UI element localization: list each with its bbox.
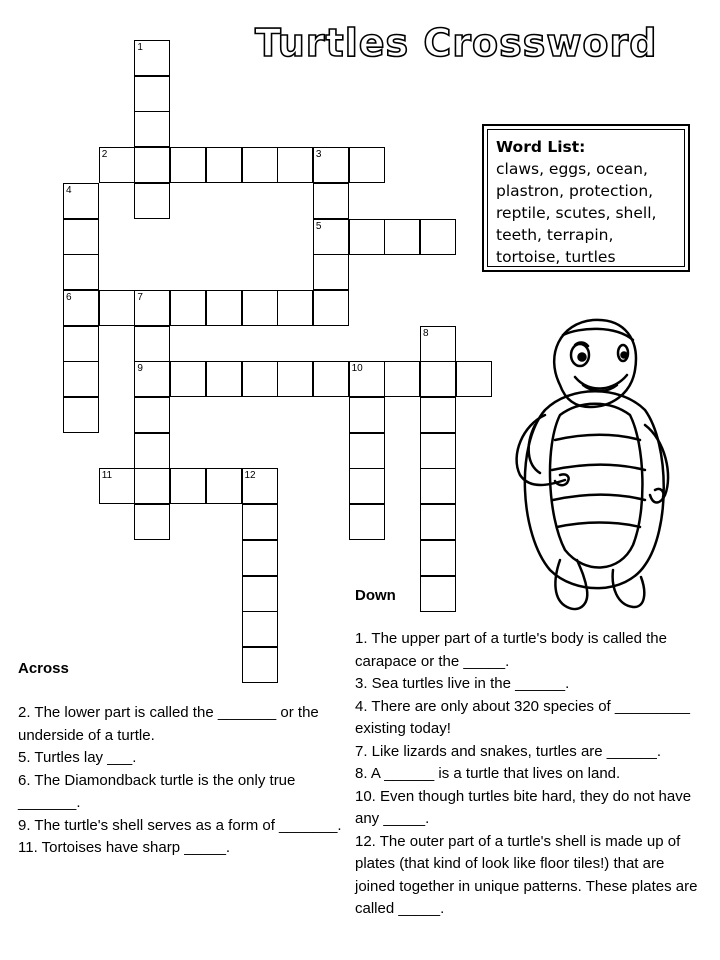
crossword-cell[interactable] (349, 361, 385, 397)
crossword-cell[interactable] (134, 433, 170, 469)
crossword-cell[interactable] (349, 468, 385, 504)
crossword-cell[interactable] (456, 361, 492, 397)
crossword-cell[interactable] (420, 576, 456, 612)
down-clue: 8. A ______ is a turtle that lives on land. (355, 765, 621, 782)
crossword-cell[interactable] (242, 504, 278, 540)
crossword-cell[interactable] (349, 147, 385, 183)
crossword-cell[interactable] (134, 183, 170, 219)
crossword-cell[interactable] (134, 147, 170, 183)
across-clue: 6. The Diamondback turtle is the only true _______. (18, 771, 296, 811)
crossword-cell[interactable] (384, 219, 420, 255)
clue-number: 11 (101, 470, 113, 482)
crossword-cell[interactable] (420, 433, 456, 469)
crossword-cell[interactable] (242, 576, 278, 612)
crossword-cell[interactable] (242, 147, 278, 183)
crossword-cell[interactable] (242, 361, 278, 397)
crossword-cell[interactable] (420, 361, 456, 397)
crossword-cell[interactable] (170, 361, 206, 397)
crossword-cell[interactable] (134, 504, 170, 540)
crossword-cell[interactable] (420, 326, 456, 362)
crossword-cell[interactable] (170, 290, 206, 326)
crossword-cell[interactable] (134, 111, 170, 147)
crossword-cell[interactable] (63, 219, 99, 255)
crossword-cell[interactable] (134, 40, 170, 76)
crossword-cell[interactable] (420, 468, 456, 504)
crossword-cell[interactable] (349, 433, 385, 469)
clue-number: 2 (101, 149, 108, 161)
crossword-cell[interactable] (420, 540, 456, 576)
down-heading: Down (355, 587, 396, 604)
crossword-cell[interactable] (206, 290, 242, 326)
crossword-cell[interactable] (63, 254, 99, 290)
crossword-cell[interactable] (134, 397, 170, 433)
across-clue: 9. The turtle's shell serves as a form of _______. (18, 816, 342, 834)
crossword-cell[interactable] (242, 540, 278, 576)
crossword-cell[interactable] (420, 219, 456, 255)
crossword-cell[interactable] (313, 219, 349, 255)
word-list-box (482, 124, 690, 272)
crossword-cell[interactable] (206, 361, 242, 397)
crossword-cell[interactable] (63, 326, 99, 362)
clue-number: 8 (423, 327, 429, 339)
crossword-cell[interactable] (242, 611, 278, 647)
across-heading: Across (18, 660, 69, 677)
crossword-cell[interactable] (170, 468, 206, 504)
crossword-cell[interactable] (99, 468, 135, 504)
page-title: Turtles Crossword (255, 21, 658, 65)
crossword-cell[interactable] (420, 504, 456, 540)
down-clue: 4. There are only about 320 species of _________ existing today! (355, 697, 690, 737)
across-clue-list (18, 702, 343, 860)
word-list-line: reptile, scutes, shell, (496, 204, 657, 222)
down-clue: 1. The upper part of a turtle's body is called the carapace or the _____. (355, 630, 667, 670)
down-clue: 3. Sea turtles live in the ______. (355, 675, 570, 692)
crossword-cell[interactable] (134, 290, 170, 326)
crossword-cell[interactable] (313, 183, 349, 219)
down-clue: 12. The outer part of a turtle's shell is made up of plates (that kind of look like floor tiles!) that are joined together in unique patterns. These plates are called _____. (355, 832, 698, 917)
clue-number: 5 (315, 220, 322, 232)
crossword-cell[interactable] (313, 361, 349, 397)
crossword-cell[interactable] (277, 147, 313, 183)
crossword-cell[interactable] (63, 397, 99, 433)
crossword-cell[interactable] (313, 254, 349, 290)
clue-number: 10 (351, 363, 363, 375)
crossword-cell[interactable] (242, 468, 278, 504)
word-list-line: plastron, protection, (496, 182, 654, 200)
word-list-line: claws, eggs, ocean, (496, 160, 648, 178)
crossword-cell[interactable] (63, 183, 99, 219)
crossword-cell[interactable] (206, 468, 242, 504)
crossword-cell[interactable] (206, 147, 242, 183)
crossword-cell[interactable] (349, 397, 385, 433)
crossword-cell[interactable] (420, 397, 456, 433)
word-list-heading: Word List: (496, 138, 586, 156)
clue-number: 3 (315, 149, 322, 161)
crossword-cell[interactable] (313, 147, 349, 183)
crossword-cell[interactable] (99, 290, 135, 326)
crossword-cell[interactable] (384, 361, 420, 397)
crossword-cell[interactable] (349, 219, 385, 255)
crossword-cell[interactable] (313, 290, 349, 326)
crossword-cell[interactable] (349, 504, 385, 540)
clue-number: 9 (137, 363, 143, 375)
across-clue: 2. The lower part is called the _______ or the underside of a turtle. (18, 704, 319, 744)
crossword-cell[interactable] (242, 647, 278, 683)
crossword-cell[interactable] (134, 326, 170, 362)
turtle-cartoon-illustration (505, 315, 690, 615)
word-list-line: tortoise, turtles (496, 248, 616, 266)
crossword-cell[interactable] (99, 147, 135, 183)
clue-number: 4 (66, 184, 72, 196)
down-clue-list (355, 628, 700, 921)
crossword-cell[interactable] (134, 76, 170, 112)
crossword-cell[interactable] (63, 361, 99, 397)
crossword-cell[interactable] (277, 290, 313, 326)
across-clue: 11. Tortoises have sharp _____. (18, 839, 231, 856)
clue-number: 7 (137, 291, 143, 303)
crossword-cell[interactable] (277, 361, 313, 397)
crossword-cell[interactable] (134, 361, 170, 397)
crossword-cell[interactable] (170, 147, 206, 183)
down-clue: 7. Like lizards and snakes, turtles are ______. (355, 742, 662, 760)
crossword-cell[interactable] (242, 290, 278, 326)
down-clue: 10. Even though turtles bite hard, they do not have any _____. (355, 787, 692, 827)
across-clue: 5. Turtles lay ___. (18, 749, 137, 766)
crossword-cell[interactable] (63, 290, 99, 326)
crossword-cell[interactable] (134, 468, 170, 504)
clue-number: 6 (66, 291, 72, 303)
clue-number: 12 (244, 470, 256, 482)
word-list-line: teeth, terrapin, (496, 226, 614, 244)
clue-number: 1 (137, 42, 143, 53)
